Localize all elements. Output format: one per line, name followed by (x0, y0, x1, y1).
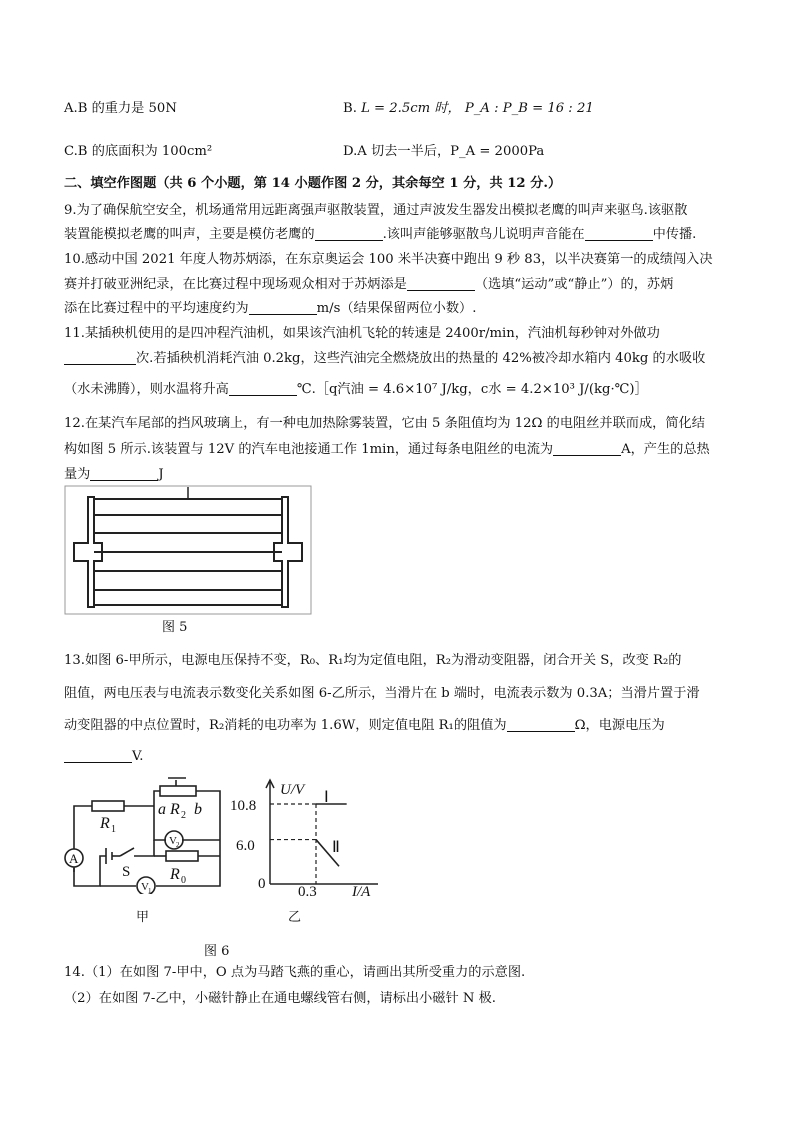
section-heading: 二、填空作图题（共 6 个小题，第 14 小题作图 2 分，其余每空 1 分，共 12 分.） (64, 176, 562, 191)
option-a: A.B 的重力是 50N (64, 101, 177, 116)
q14-line2: （2）在如图 7-乙中，小磁针静止在通电螺线管右侧，请标出小磁针 N 极. (64, 991, 496, 1006)
answer-blank (229, 381, 297, 396)
q9-line1: 9.为了确保航空安全，机场通常用远距离强声驱散装置，通过声波发生器发出模拟老鹰的叫声来驱鸟.该驱散 (64, 203, 688, 218)
q11-line3: （水未沸腾），则水温将升高 ℃.［q汽油 = 4.6×10⁷ J/kg，c水 = 4.2×10³ J/(kg·℃)］ (64, 382, 648, 397)
caption-jia: 甲 (136, 910, 150, 925)
svg-text:S: S (122, 864, 131, 880)
q13-line1: 13.如图 6-甲所示，电源电压保持不变，R₀、R₁均为定值电阻，R₂为滑动变阻器，闭合开关 S，改变 R₂的 (64, 653, 682, 668)
answer-blank (64, 350, 136, 365)
q14-line1: 14.（1）在如图 7-甲中，O 点为马踏飞燕的重心，请画出其所受重力的示意图. (64, 965, 526, 980)
origin-label: 0 (258, 876, 266, 892)
caption-yi: 乙 (288, 910, 302, 925)
y-tick-label: 10.8 (230, 798, 257, 814)
series-label-2: Ⅱ (332, 839, 340, 856)
q10-line1: 10.感动中国 2021 年度人物苏炳添，在东京奥运会 100 米半决赛中跑出 9 秒 83，以半决赛第一的成绩闯入决 (64, 252, 713, 267)
option-c: C.B 的底面积为 100cm² (64, 144, 213, 159)
figure-6-caption: 图 6 (204, 944, 230, 959)
option-b: B. L = 2.5cm 时， P_A : P_B = 16 : 21 (343, 101, 594, 116)
svg-text:V: V (141, 881, 149, 893)
series-label-1: Ⅰ (324, 789, 329, 806)
answer-blank (90, 466, 158, 481)
svg-text:R: R (170, 801, 180, 818)
figure-6-circuit (62, 776, 230, 894)
q12-line1: 12.在某汽车尾部的挡风玻璃上，有一种电加热除雾装置，它由 5 条阻值均为 12Ω 的电阻丝并联而成，简化结 (64, 416, 705, 431)
svg-text:R: R (100, 815, 110, 832)
answer-blank (407, 276, 475, 291)
svg-text:2: 2 (176, 841, 180, 849)
q12-line3: 量为 J (64, 467, 164, 482)
x-tick-label: 0.3 (298, 884, 317, 898)
answer-blank (64, 748, 132, 763)
answer-blank (553, 441, 621, 456)
svg-text:1: 1 (111, 824, 116, 835)
y-tick-label: 6.0 (236, 838, 255, 854)
q10-line2: 赛并打破亚洲纪录，在比赛过程中现场观众相对于苏炳添是 （选填“运动”或“静止”）的，苏炳 (64, 277, 674, 292)
q11-line2: 次.若插秧机消耗汽油 0.2kg，这些汽油完全燃烧放出的热量的 42%被冷却水箱内 40kg 的水吸收 (64, 349, 705, 369)
figure-5-caption: 图 5 (162, 620, 188, 635)
q13-line3: 动变阻器的中点位置时，R₂消耗的电功率为 1.6W，则定值电阻 R₁的阻值为 Ω，电源电压为 (64, 718, 665, 733)
svg-text:b: b (194, 801, 202, 818)
svg-text:1: 1 (148, 887, 152, 894)
q12-line2: 构如图 5 所示.该装置与 12V 的汽车电池接通工作 1min，通过每条电阻丝的电流为 A，产生的总热 (64, 442, 710, 457)
answer-blank (249, 300, 317, 315)
svg-text:R: R (170, 866, 180, 883)
q11-line1: 11.某插秧机使用的是四冲程汽油机，如果该汽油机飞轮的转速是 2400r/min，汽油机每秒钟对外做功 (64, 326, 660, 341)
q10-line3: 添在比赛过程中的平均速度约为 m/s（结果保留两位小数）. (64, 301, 477, 316)
q13-line4: V. (64, 747, 143, 767)
q13-line2: 阻值，两电压表与电流表示数变化关系如图 6-乙所示，当滑片在 b 端时，电流表示数为 0.3A；当滑片置于滑 (64, 686, 700, 701)
y-axis-label: U/V (280, 782, 305, 798)
x-axis-label: I/A (352, 884, 371, 898)
ammeter-label: A (69, 851, 79, 866)
svg-text:a: a (158, 801, 166, 818)
figure-5-defogger (64, 485, 312, 615)
option-d: D.A 切去一半后，P_A = 2000Pa (343, 144, 545, 159)
figure-6-graph (228, 776, 388, 898)
answer-blank (315, 226, 383, 241)
answer-blank (507, 717, 575, 732)
answer-blank (585, 226, 653, 241)
svg-text:0: 0 (181, 875, 186, 886)
svg-text:V: V (169, 835, 177, 847)
svg-text:2: 2 (181, 810, 186, 821)
q9-line2: 装置能模拟老鹰的叫声，主要是模仿老鹰的 .该叫声能够驱散鸟儿说明声音能在 中传播. (64, 227, 697, 242)
